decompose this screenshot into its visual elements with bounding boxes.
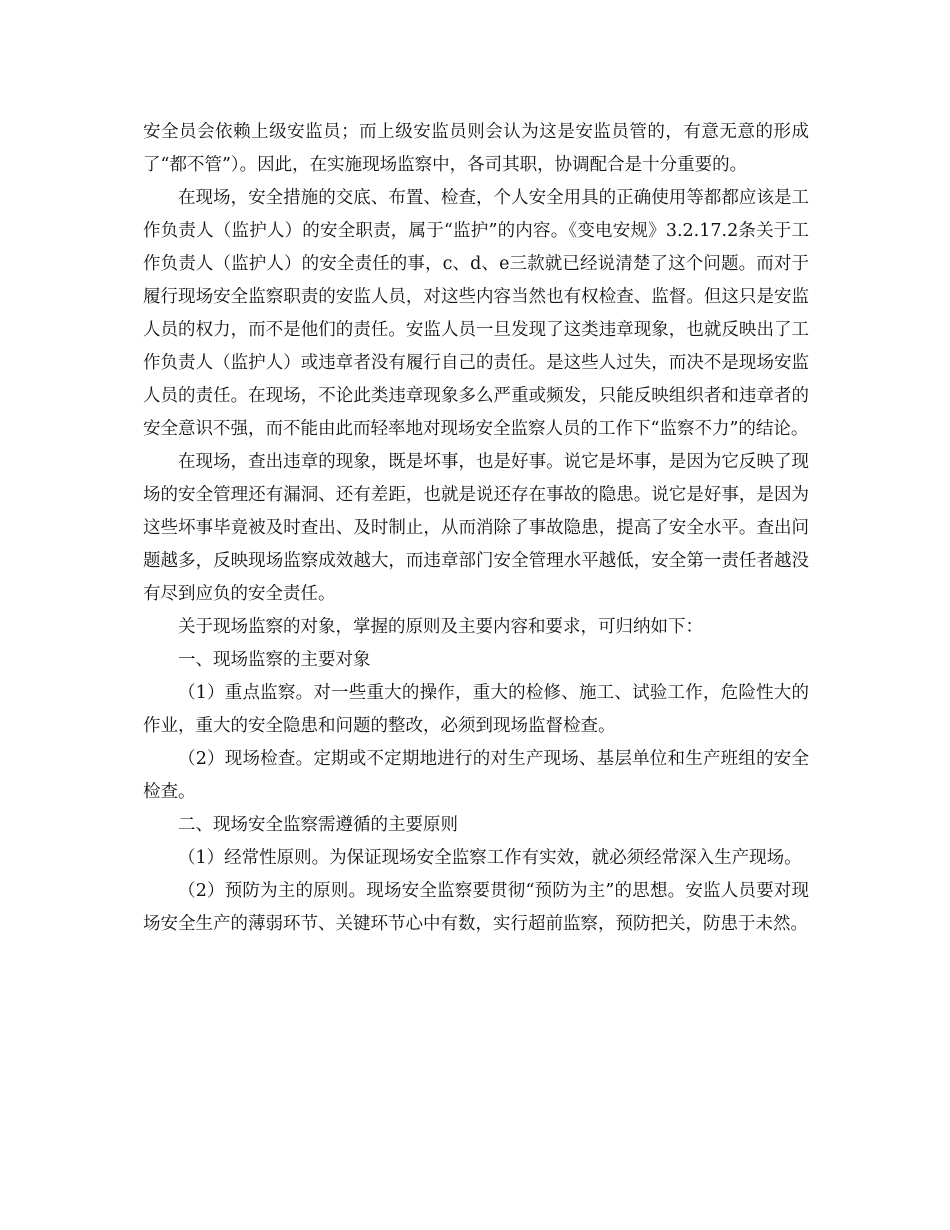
paragraph-4: 关于现场监察的对象，掌握的原则及主要内容和要求，可归纳如下： [178, 617, 703, 637]
section-heading-1: 一、现场监察的主要对象 [178, 650, 371, 670]
paragraph-3: 在现场，查出违章的现象，既是坏事，也是好事。说它是坏事，是因为它反映了现场的安全管理还有漏洞、还有差距，也就是说还存在事故的隐患。说它是好事，是因为这些坏事毕竟被及时查出、及时制止，从而消除了事故隐患，提高了安全水平。查出问题越多，反映现场监察成效越大，而违章部门安全管理水平越低，安全第一责任者越没有尽到应负的安全责任。 [143, 452, 809, 604]
section-heading-2: 二、现场安全监察需遵循的主要原则 [178, 815, 458, 835]
document-body [143, 116, 809, 941]
paragraph-2: 在现场，安全措施的交底、布置、检查，个人安全用具的正确使用等都都应该是工作负责人（监护人）的安全职责，属于“监护”的内容。《变电安规》3.2.17.2条关于工作负责人（监护人）的安全责任的事，c、d、e三款就已经说清楚了这个问题。而对于履行现场安全监察职责的安监人员，对这些内容当然也有权检查、监督。但这只是安监人员的权力，而不是他们的责任。安监人员一旦发现了这类违章现象，也就反映出了工作负责人（监护人）或违章者没有履行自己的责任。是这些人过失，而决不是现场安监人员的责任。在现场，不论此类违章现象多么严重或频发，只能反映组织者和违章者的安全意识不强，而不能由此而轻率地对现场安全监察人员的工作下“监察不力”的结论。 [143, 188, 809, 439]
list-item-1: （1）重点监察。对一些重大的操作，重大的检修、施工、试验工作，危险性大的作业，重大的安全隐患和问题的整改，必须到现场监督检查。 [143, 683, 809, 736]
list-item-3: （1）经常性原则。为保证现场安全监察工作有实效，就必须经常深入生产现场。 [178, 848, 802, 868]
list-item-2: （2）现场检查。定期或不定期地进行的对生产现场、基层单位和生产班组的安全检查。 [143, 749, 809, 802]
paragraph-1: 安全员会依赖上级安监员；而上级安监员则会认为这是安监员管的，有意无意的形成了“都不管”）。因此，在实施现场监察中，各司其职，协调配合是十分重要的。 [143, 122, 809, 175]
list-item-4: （2）预防为主的原则。现场安全监察要贯彻“预防为主”的思想。安监人员要对现场安全生产的薄弱环节、关键环节心中有数，实行超前监察，预防把关，防患于未然。 [143, 881, 809, 934]
